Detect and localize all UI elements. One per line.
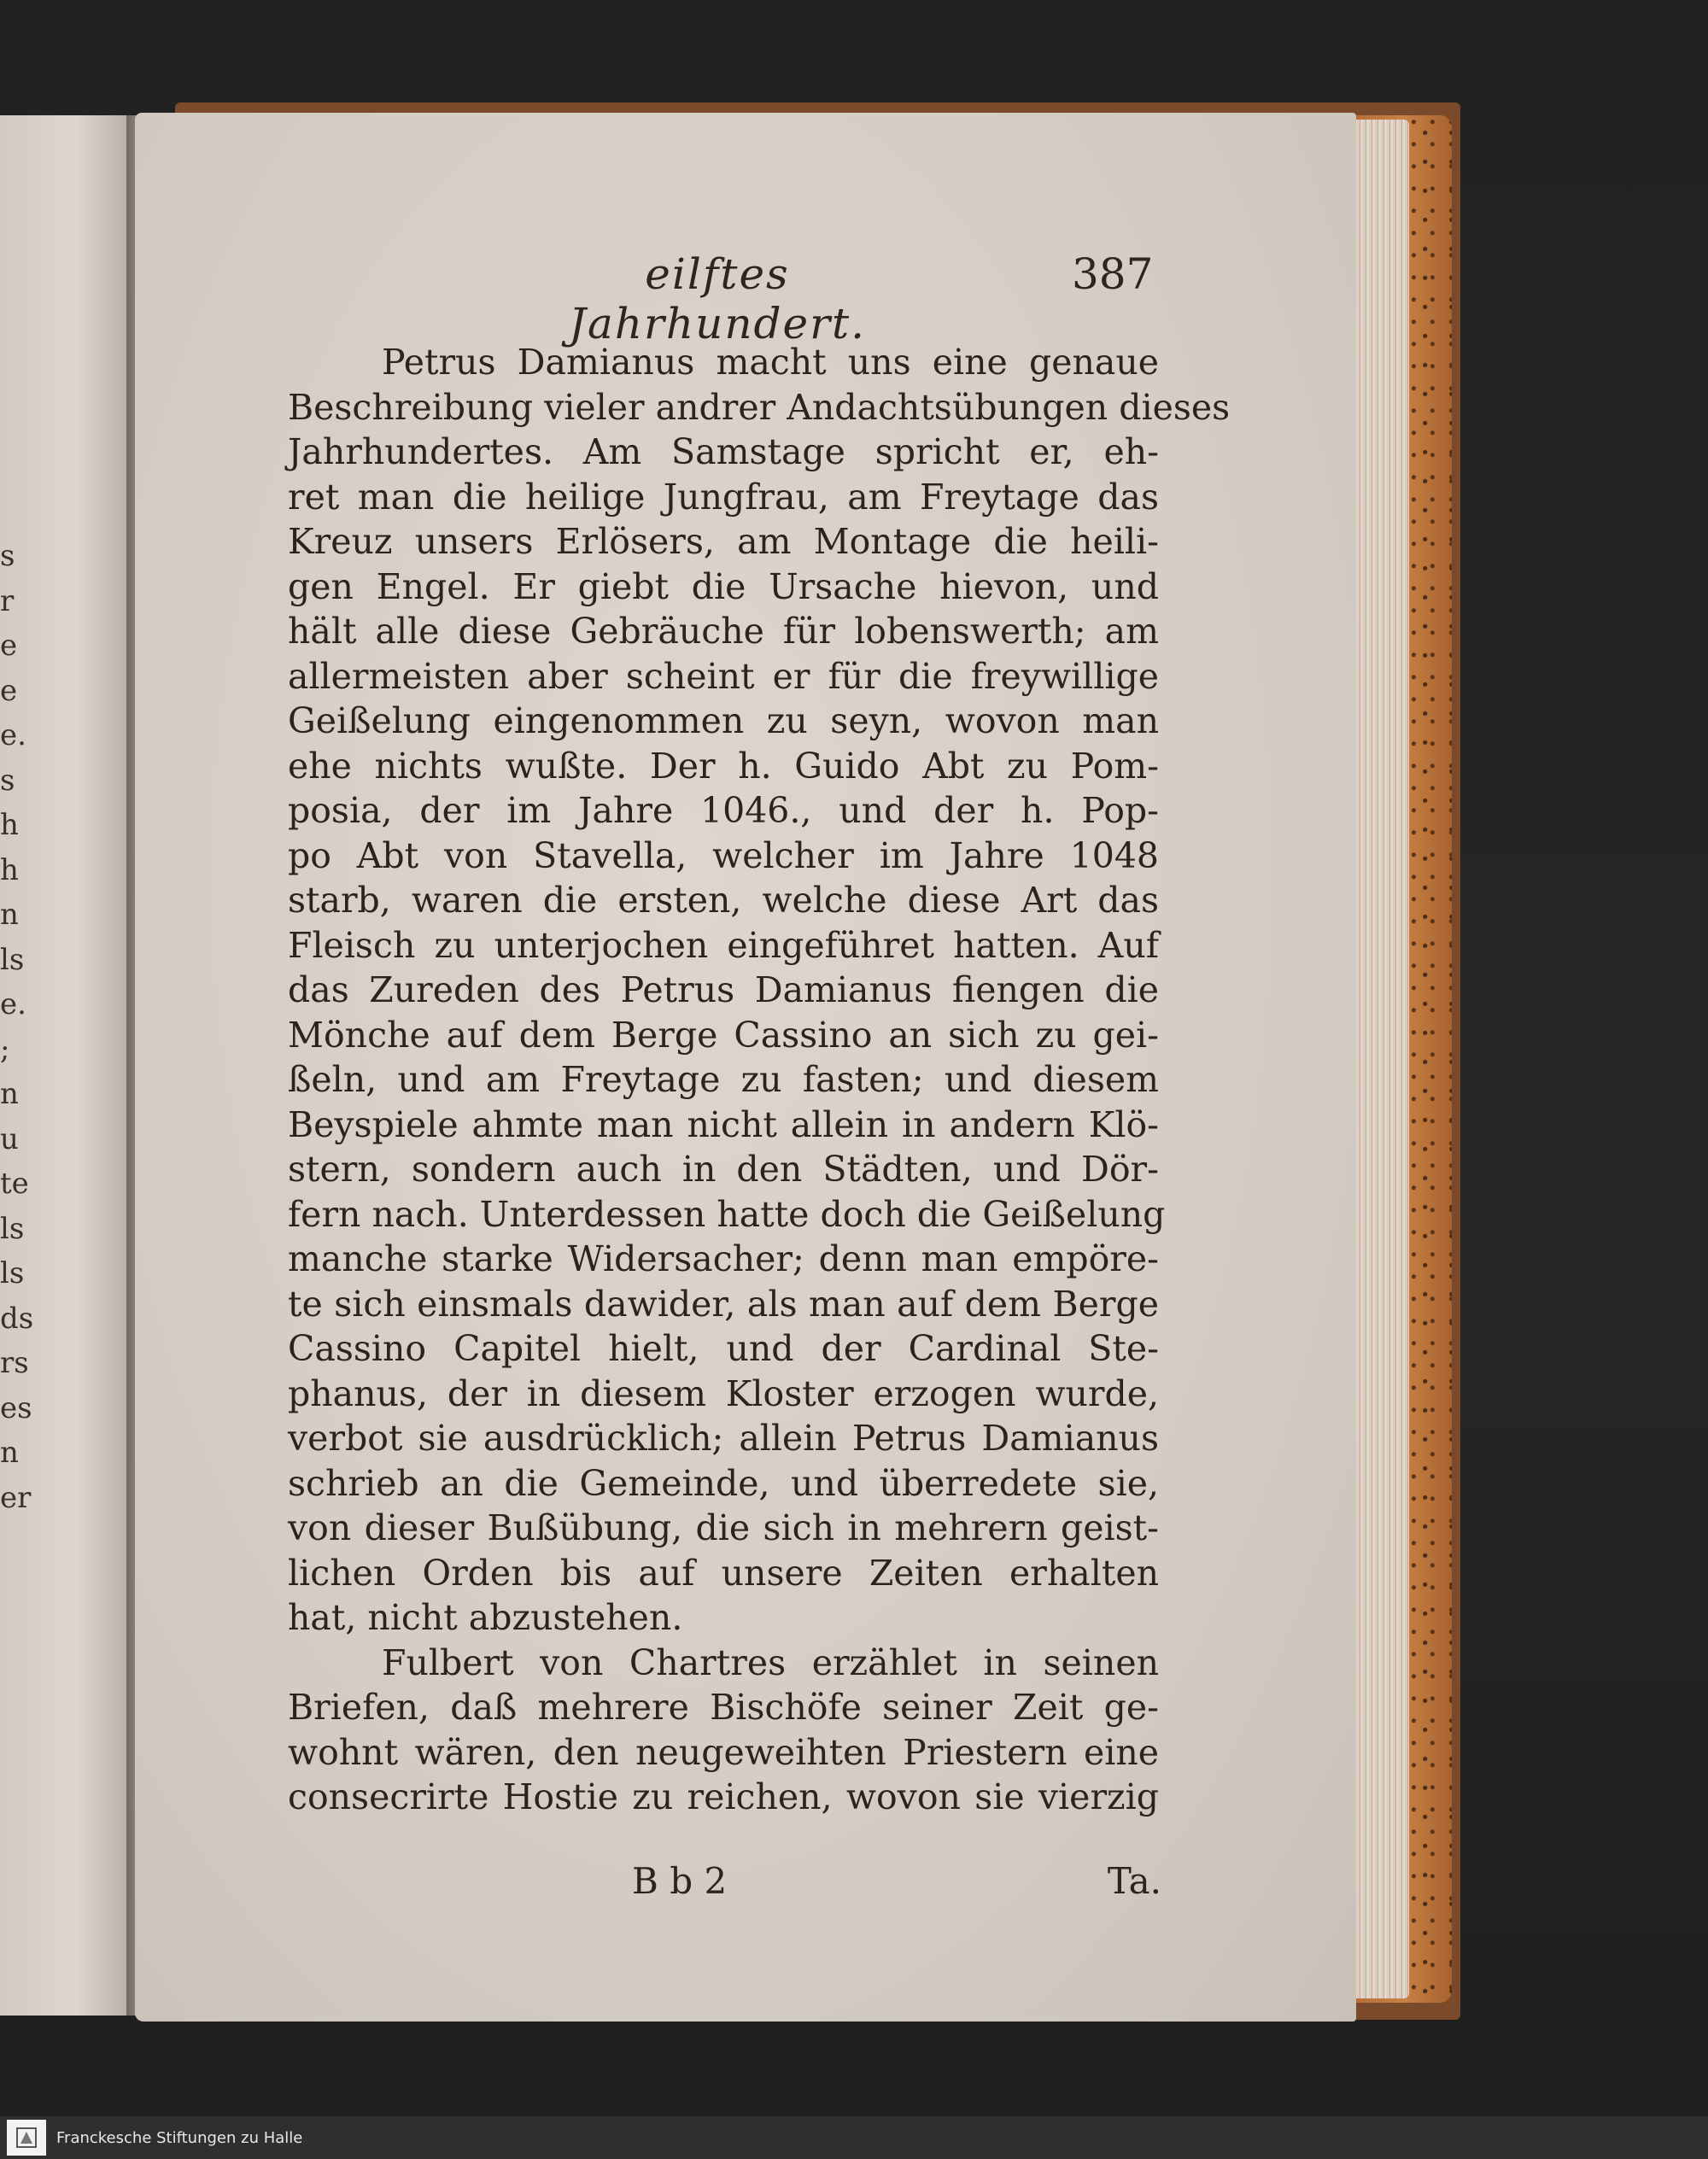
left-fragment: u [0, 1121, 19, 1156]
left-fragment: ls [0, 942, 25, 977]
left-fragment: h [0, 808, 19, 842]
text-line: posia, der im Jahre 1046., und der h. Pop- [288, 790, 1159, 831]
left-fragment: e [0, 629, 18, 663]
text-line: Fleisch zu unterjochen eingeführet hatten. Auf [288, 924, 1159, 966]
text-line: das Zureden des Petrus Damianus fiengen die [288, 969, 1159, 1010]
text-line: Kreuz unsers Erlösers, am Montage die heili- [288, 521, 1159, 562]
paragraph [288, 340, 1231, 1641]
text-line: von dieser Bußübung, die sich in mehrern geist- [288, 1507, 1159, 1548]
body-text [288, 340, 1231, 1820]
text-line: lichen Orden bis auf unsere Zeiten erhalten [288, 1552, 1159, 1594]
page-number: 387 [1072, 249, 1154, 299]
text-line: Beschreibung vieler andrer Andachtsübungen dieses [288, 386, 1231, 428]
text-line: Geißelung eingenommen zu seyn, wovon man [288, 700, 1159, 741]
text-line: ßeln, und am Freytage zu fasten; und diesem [288, 1059, 1159, 1100]
left-fragment: e. [0, 987, 26, 1021]
left-fragment: n [0, 1436, 19, 1470]
text-line: Jahrhundertes. Am Samstage spricht er, eh- [288, 431, 1159, 472]
text-line: wohnt wären, den neugeweihten Priestern eine [288, 1731, 1159, 1773]
signature-mark: B b 2 [632, 1860, 728, 1902]
left-fragment: r [0, 583, 15, 618]
text-line: te sich einsmals dawider, als man auf dem Berge [288, 1283, 1159, 1325]
left-fragment: h [0, 852, 19, 887]
text-line: stern, sondern auch in den Städten, und Dör- [288, 1149, 1159, 1190]
left-fragment: er [0, 1480, 32, 1515]
text-line: starb, waren die ersten, welche diese Art das [288, 880, 1159, 921]
left-fragment: s [0, 539, 15, 573]
left-fragment: n [0, 1077, 19, 1111]
left-fragment: te [0, 1167, 29, 1201]
left-fragment: s [0, 763, 15, 798]
text-line: ret man die heilige Jungfrau, am Freytage das [288, 476, 1159, 518]
left-fragment: es [0, 1390, 32, 1425]
left-page [0, 115, 128, 2016]
left-fragment: ; [0, 1032, 10, 1067]
text-line: verbot sie ausdrücklich; allein Petrus Damianus [288, 1418, 1159, 1459]
text-line: po Abt von Stavella, welcher im Jahre 1048 [288, 834, 1159, 876]
text-line: manche starke Widersacher; denn man empöre- [288, 1238, 1159, 1279]
text-line: Briefen, daß mehrere Bischöfe seiner Zeit ge- [288, 1687, 1159, 1728]
text-line: Cassino Capitel hielt, und der Cardinal Ste- [288, 1328, 1159, 1369]
left-fragment: ls [0, 1211, 25, 1246]
text-line: fern nach. Unterdessen hatte doch die Geißelung [288, 1193, 1166, 1235]
left-fragment: n [0, 898, 19, 932]
page-footer-line [632, 1860, 1161, 1902]
running-head: eilftes Jahrhundert. [568, 249, 867, 348]
text-line: Fulbert von Chartres erzählet in seinen [382, 1641, 1159, 1683]
text-line: consecrirte Hostie zu reichen, wovon sie vierzig [288, 1776, 1159, 1817]
text-line: ehe nichts wußte. Der h. Guido Abt zu Pom- [288, 745, 1159, 787]
text-line: Petrus Damianus macht uns eine genaue [382, 342, 1159, 383]
viewer-footer [0, 2116, 1708, 2159]
left-fragment: ds [0, 1301, 34, 1336]
text-line: gen Engel. Er giebt die Ursache hievon, und [288, 565, 1159, 607]
catchword: Ta. [1107, 1860, 1161, 1902]
left-fragment: e [0, 673, 18, 708]
text-line: Beyspiele ahmte man nicht allein in andern Klö- [288, 1103, 1159, 1145]
franckesche-logo-icon [7, 2120, 46, 2156]
text-line: allermeisten aber scheint er für die freywillige [288, 655, 1159, 697]
text-line: hat, nicht abzustehen. [288, 1597, 683, 1638]
text-line: Mönche auf dem Berge Cassino an sich zu gei- [288, 1014, 1159, 1056]
text-line: phanus, der in diesem Kloster erzogen wurde, [288, 1372, 1159, 1414]
left-fragment: rs [0, 1346, 29, 1380]
footer-label: Franckesche Stiftungen zu Halle [56, 2128, 303, 2147]
left-fragment: e. [0, 718, 26, 752]
text-line: hält alle diese Gebräuche für lobenswerth; am [288, 611, 1159, 652]
text-line: schrieb an die Gemeinde, und überredete sie, [288, 1462, 1159, 1504]
left-page-fragments [0, 534, 34, 1520]
paragraph [288, 1641, 1159, 1820]
left-fragment: ls [0, 1256, 25, 1290]
